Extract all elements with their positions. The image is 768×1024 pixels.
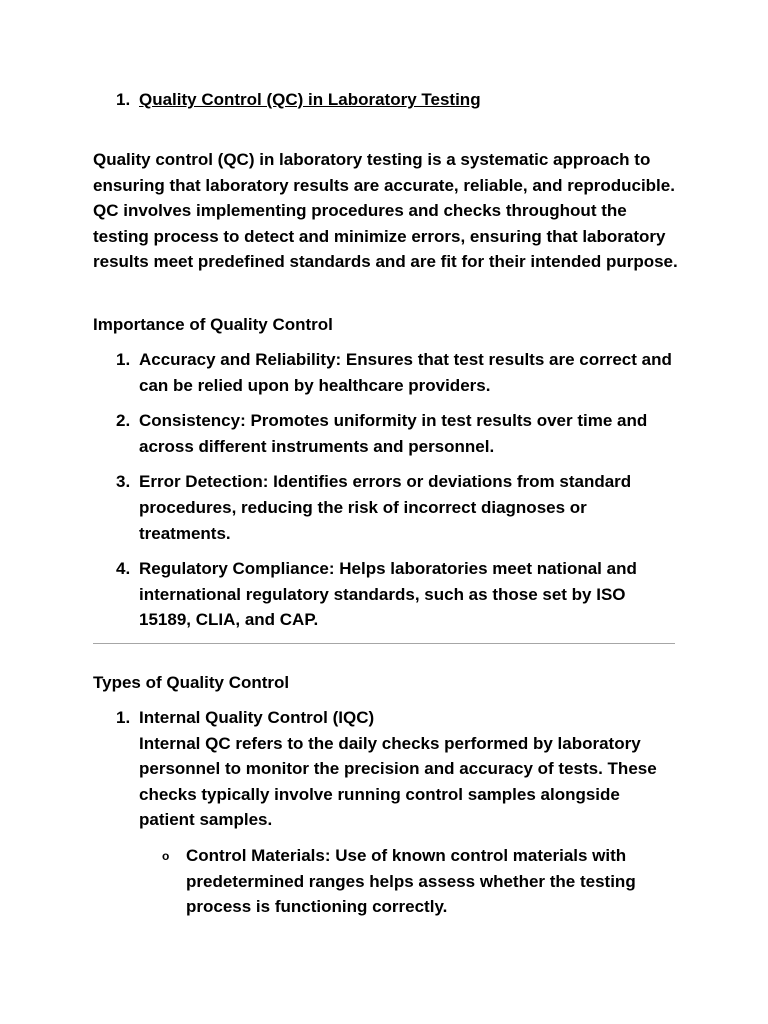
list-text: Accuracy and Reliability: Ensures that test results are correct and can be relied upon by healthcare providers. [139, 350, 672, 395]
sub-list-item [93, 843, 678, 920]
types-heading: Types of Quality Control [93, 673, 290, 692]
list-number: 3. [116, 472, 131, 492]
list-number: 1. [116, 350, 131, 369]
intro-paragraph: Quality control (QC) in laboratory testing is a systematic approach to ensuring that laboratory results are accurate, reliable, and reproducible. QC involves implementing procedures and checks throughout the testing process to detect and minimize errors, ensuring that laboratory results meet predefined standards and are fit for their intended purpose. [93, 150, 678, 272]
list-text: Regulatory Compliance: Helps laboratories meet national and international regulatory standards, such as those set by ISO 15189, CLIA, and CAP. [139, 559, 637, 630]
list-number: 1. [116, 708, 131, 727]
section-number: 1. [116, 90, 131, 109]
sub-list-text: Control Materials: Use of known control materials with predetermined ranges helps assess whether the testing process is functioning correctly. [186, 846, 636, 917]
list-item [93, 408, 678, 459]
types-list [93, 705, 678, 833]
importance-heading: Importance of Quality Control [93, 315, 333, 334]
list-item [93, 469, 678, 546]
list-number: 2. [116, 411, 131, 431]
list-text: Internal QC refers to the daily checks performed by laboratory personnel to monitor the precision and accuracy of tests. These checks typically involve running control samples alongside patient samples. [139, 733, 657, 830]
list-number: 4. [116, 559, 131, 579]
list-item-title: Internal Quality Control (IQC) [139, 708, 375, 727]
circle-bullet-icon: o [162, 849, 170, 863]
horizontal-divider [93, 643, 675, 644]
list-text: Error Detection: Identifies errors or deviations from standard procedures, reducing the risk of incorrect diagnoses or treatments. [139, 472, 632, 543]
list-item [93, 347, 678, 398]
section-title: Quality Control (QC) in Laboratory Testing [139, 90, 481, 109]
importance-list [93, 347, 678, 643]
list-item [93, 556, 678, 633]
list-text: Consistency: Promotes uniformity in test results over time and across different instruments and personnel. [139, 411, 648, 456]
sub-list [93, 843, 678, 920]
list-item [93, 705, 678, 833]
